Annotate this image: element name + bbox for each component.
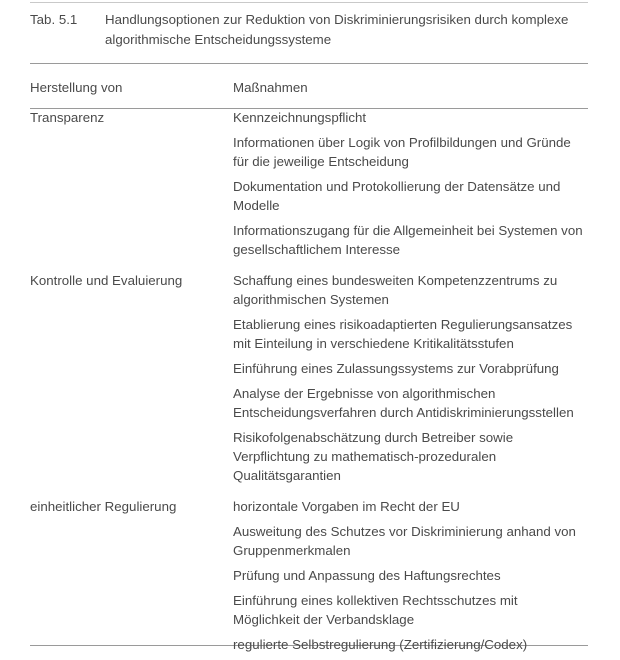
table-row [30, 108, 588, 259]
list-item: Kennzeichnungspflicht [233, 110, 367, 125]
list-item: horizontale Vorgaben im Recht der EU [233, 499, 460, 514]
list-item: Informationszugang für die Allgemeinheit bei Systemen von gesellschaftlichem Interesse [233, 223, 583, 257]
list-item: Informationen über Logik von Profilbildungen und Gründe für die jeweilige Entscheidung [233, 135, 571, 169]
section-gap-row [30, 485, 588, 497]
list-item: Einführung eines Zulassungssystems zur Vorabprüfung [233, 361, 559, 376]
caption-text: Handlungsoptionen zur Reduktion von Diskriminierungsrisiken durch komplexe algorithmische Entscheidungssysteme [105, 12, 569, 47]
header-gap-row [30, 95, 588, 108]
measures-list [233, 108, 588, 259]
row-category: einheitlicher Regulierung [30, 499, 177, 514]
options-table [30, 80, 588, 654]
column-header-herstellung: Herstellung von [30, 80, 123, 95]
rule-under-caption [30, 63, 588, 64]
row-measures [233, 108, 588, 259]
row-measures [233, 271, 588, 485]
table-row [30, 497, 588, 654]
list-item: regulierte Selbstregulierung (Zertifizierung/Codex) [233, 637, 528, 652]
measures-list [233, 497, 588, 654]
rule-top-edge [30, 2, 588, 3]
list-item: Analyse der Ergebnisse von algorithmischen Entscheidungsverfahren durch Antidiskriminierungsstellen [233, 386, 574, 420]
section-gap-row [30, 259, 588, 271]
measures-list [233, 271, 588, 485]
list-item: Einführung eines kollektiven Rechtsschutzes mit Möglichkeit der Verbandsklage [233, 593, 518, 627]
list-item: Etablierung eines risikoadaptierten Regulierungsansatzes mit Einteilung in verschiedene Kritikalitätsstufen [233, 317, 573, 351]
list-item: Risikofolgenabschätzung durch Betreiber sowie Verpflichtung zu mathematisch-prozeduralen Qualitätsgarantien [233, 430, 514, 483]
table-body [30, 95, 588, 654]
list-item: Ausweitung des Schutzes vor Diskriminierung anhand von Gruppenmerkmalen [233, 524, 576, 558]
row-measures [233, 497, 588, 654]
row-category: Kontrolle und Evaluierung [30, 273, 183, 288]
list-item: Schaffung eines bundesweiten Kompetenzzentrums zu algorithmischen Systemen [233, 273, 558, 307]
caption-label: Tab. 5.1 [30, 12, 78, 27]
table-header-row [30, 80, 588, 95]
row-category: Transparenz [30, 110, 105, 125]
table-row [30, 271, 588, 485]
list-item: Prüfung und Anpassung des Haftungsrechtes [233, 568, 501, 583]
table-caption [30, 10, 588, 50]
column-header-massnahmen: Maßnahmen [233, 80, 308, 95]
list-item: Dokumentation und Protokollierung der Datensätze und Modelle [233, 179, 561, 213]
